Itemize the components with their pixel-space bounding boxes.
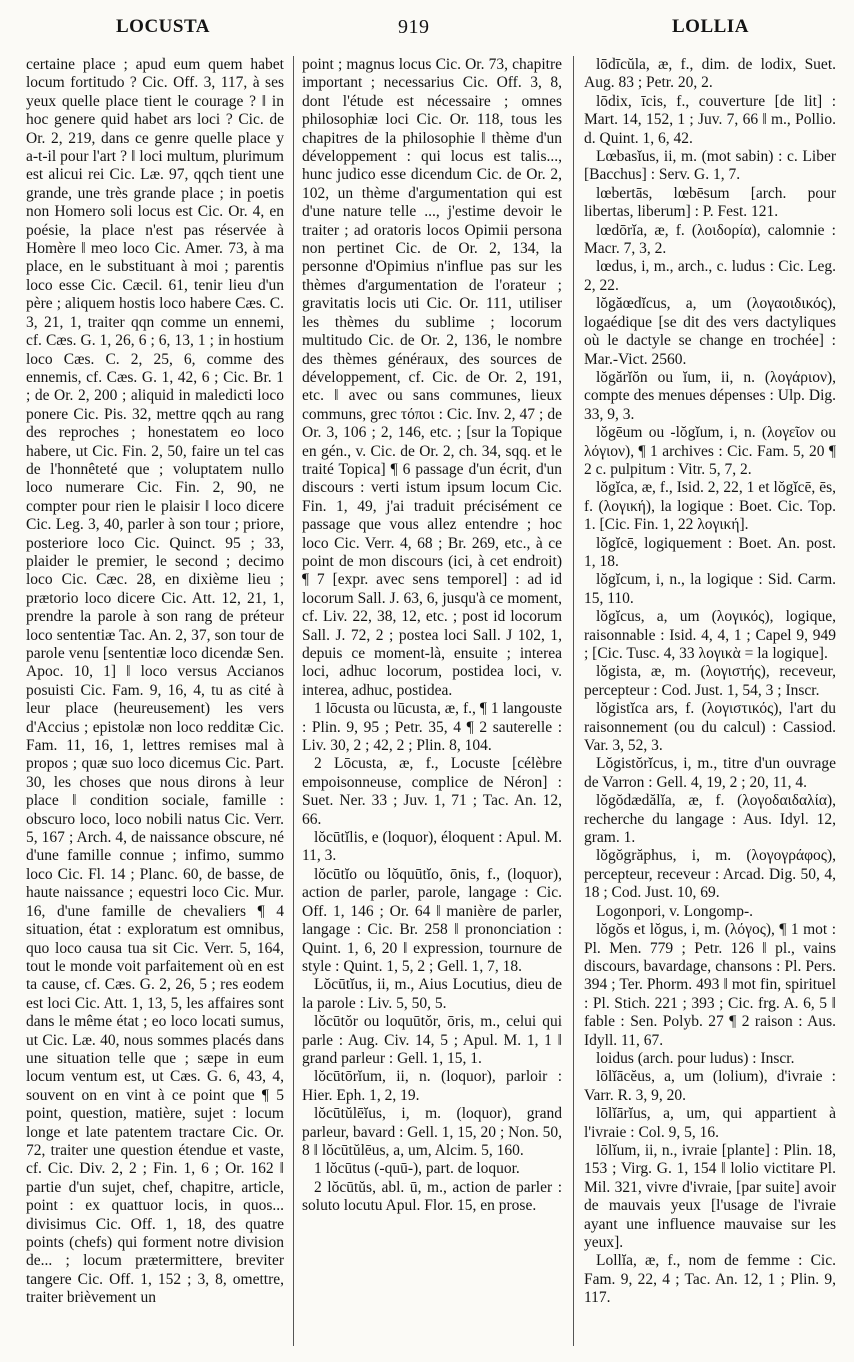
entry-logice: lŏgĭcē, logiquement : Boet. An. post. 1, 18.	[584, 534, 836, 570]
entry-logicus: lŏgĭcus, a, um (λογικός), logique, raisonnable : Isid. 4, 4, 1 ; Capel 9, 949 ; [Cic. Tusc. 4, 33 λογικὰ = la logique].	[584, 608, 836, 662]
entry-locutius: Lŏcūtĭus, ii, m., Aius Locutius, dieu de la parole : Liv. 5, 50, 5.	[302, 976, 562, 1012]
entry-lollia: Lollĭa, æ, f., nom de femme : Cic. Fam. 9, 22, 4 ; Tac. An. 12, 1 ; Plin. 9, 117.	[584, 1252, 836, 1307]
entry-locutus-1: 1 lŏcūtus (-quū-), part. de loquor.	[314, 1160, 520, 1178]
column-middle	[302, 56, 562, 1351]
entry-locutilis: lŏcūtĭlis, e (loquor), éloquent : Apul. M. 11, 3.	[302, 829, 562, 865]
entry-logaoedicus: lŏgăœdĭcus, a, um (λογαοιδικός), logaédique [se dit des vers dactyliques où le dactyle se change en trochée] : Mar.-Vict. 2560.	[584, 295, 836, 368]
entry-logos: lŏgŏs et lŏgus, i, m. (λόγος), ¶ 1 mot : Pl. Men. 779 ; Petr. 126 ‖ pl., vains discours, bavardage, chansons : Pl. Pers. 394 ; Ter. Phorm. 493 ‖ mot fin, spirituel : Pl. Stich. 221 ; 393 ; Cic. frg. A. 6, 5 ‖ fable : Sen. Polyb. 27 ¶ 2 raison : Aus. Idyll. 11, 67.	[584, 921, 836, 1049]
entry-text: certaine place ; apud eum quem habet locum fortitudo ? Cic. Off. 3, 117, à ses yeux quelle place tient le courage ? ‖ in hoc genere quid habet ars loci ? Cic. de Or. 2, 219, dans ce genre quelle place y a-t-il pour l'art ? ‖ loci multum, plurimum est alicui rei Cic. Læ. 97, qqch tient une grande, une très grande place ; in poetis non Homero soli locus est Cic. Or. 4, en poésie, la place n'est pas réservée à Homère ‖ meo loco Cic. Amer. 73, à ma place, en le substituant à moi ; parentis loco esse Cic. Cæcil. 61, tenir lieu d'un père ; aliquem hostis loco habere Cæs. C. 3, 21, 1, traiter qqn comme un ennemi, cf. Cæs. G. 1, 26, 6 ; 6, 13, 1 ; in hostium loco Cæs. C. 2, 25, 6, comme des ennemis, cf. Cæs. G. 1, 42, 6 ; Cic. Br. 1 ; de Or. 2, 200 ; aliquid in maledicti loco ponere Cic. Pis. 32, mettre qqch au rang des reproches ; honestatem eo loco habere, ut Cic. Fin. 2, 50, faire un tel cas de l'honnêteté que ; voluptatem nullo loco numerare Cic. Fin. 2, 90, ne compter pour rien le plaisir ‖ loco dicere Cic. Leg. 3, 40, parler à son tour ; priore, posteriore loco Cic. Quinct. 95 ; 33, plaider le premier, le second ; decimo loco Cic. Cæc. 28, en dixième lieu ; prætorio loco dicere Cic. Att. 12, 21, 1, prendre la parole à son rang de préteur loco sententiæ Tac. An. 2, 37, son tour de parole venu [sententiæ loco dicendæ Sen. Apoc. 10, 1] ‖ loco versus Accianos posuisti Cic. Fam. 9, 16, 4, tu as cité à leur place (heureusement) les vers d'Accius ; epistolæ non loco redditæ Cic. Fam. 11, 16, 1, lettres remises mal à propos ; quæ suo loco dicemus Cic. Part. 30, les choses que nous dirons à leur place ‖ condition sociale, famille : obscuro loco, loco nobili natus Cic. Verr. 5, 167 ; Arch. 4, de naissance obscure, né d'une famille connue ; infimo, summo loco Cic. Fl. 14 ; Planc. 60, de basse, de haute naissance ; equestri loco Cic. Mur. 16, d'une famille de chevaliers ¶ 4 situation, état : exploratum est omnibus, quo loco causa tua sit Cic. Verr. 5, 164, tout le monde voit parfaitement où en est ta cause, cf. Cæs. G. 2, 26, 5 ; res eodem est loci Cic. Att. 1, 13, 5, les affaires sont dans le même état ; eo loco locati sumus, ut Cic. Læ. 40, nous sommes placés dans une situation telle que ; sæpe in eum locum ventum est, ut Cæs. G. 6, 43, 4, souvent on en vint à ce point que ¶ 5 point, question, matière, sujet : locum longe et late patentem tractare Cic. Or. 72, traiter une question étendue et vaste, cf. Cic. Div. 2, 2 ; Fin. 1, 6 ; Or. 162 ‖ partie d'un sujet, chef, chapitre, article, point : ex quattuor locis, in quos... divisimus Cic. Off. 1, 18, des quatre points (chefs) qui forment notre division de... ; locum prætermittere, breviter tangere Cic. Off. 1, 152 ; 3, 8, omettre, traiter brièvement un	[26, 56, 284, 1307]
entry-logodaedalia: lŏgŏdædălĭa, æ, f. (λογοδαιδαλία), recherche du langage : Aus. Idyl. 12, gram. 1.	[584, 792, 836, 847]
entry-locutuleius: lŏcūtŭlēĭus, i, m. (loquor), grand parleur, bavard : Gell. 1, 15, 20 ; Non. 50, 8 ‖ lŏcūtŭlēus, a, um, Alcim. 5, 160.	[302, 1105, 562, 1159]
header-last-entry: LOLLIA	[672, 16, 749, 37]
entry-logarion: lŏgărĭŏn ou ĭum, ii, n. (λογάριον), compte des menues dépenses : Ulp. Dig. 33, 9, 3.	[584, 368, 836, 423]
entry-loebertas: lœbertās, lœbēsum [arch. pour libertas, liberum] : P. Fest. 121.	[584, 184, 836, 221]
entry-locutus-2: 2 lŏcūtŭs, abl. ū, m., action de parler : soluto locutu Apul. Flor. 15, en prose.	[302, 1178, 562, 1215]
page-header	[0, 0, 854, 50]
column-left	[26, 56, 284, 1351]
entry-loidus: loidus (arch. pour ludus) : Inscr.	[596, 1049, 795, 1067]
entry-logeum: lŏgēum ou -lŏgĭum, i, n. (λογεῖον ou λόγιον), ¶ 1 archives : Cic. Fam. 5, 20 ¶ 2 c. pulpitum : Vitr. 5, 7, 2.	[584, 424, 836, 478]
entry-logicum: lŏgĭcum, i, n., la logique : Sid. Carm. 15, 110.	[584, 571, 836, 607]
entry-logistoricus: Lŏgistŏrĭcus, i, m., titre d'un ouvrage de Varron : Gell. 4, 19, 2 ; 20, 11, 4.	[584, 755, 836, 791]
entry-loedus: lœdus, i, m., arch., c. ludus : Cic. Leg. 2, 22.	[584, 258, 836, 294]
entry-locutorium: lŏcūtōrĭum, ii, n. (loquor), parloir : Hier. Eph. 1, 2, 19.	[302, 1068, 562, 1104]
entry-logographus: lŏgŏgrăphus, i, m. (λογογράφος), percepteur, receveur : Arcad. Dig. 50, 4, 18 ; Cod. Just. 10, 69.	[584, 847, 836, 902]
entry-locusta: 1 lōcusta ou lūcusta, æ, f., ¶ 1 langouste : Plin. 9, 95 ; Petr. 35, 4 ¶ 2 sauterelle : Liv. 30, 2 ; 42, 2 ; Plin. 8, 104.	[302, 700, 562, 755]
column-right	[584, 56, 836, 1351]
entry-locutio: lŏcūtĭo ou lŏquūtĭo, ōnis, f., (loquor), action de parler, parole, langage : Cic. Off. 1, 146 ; Or. 64 ‖ manière de parler, langage : Cic. Br. 258 ‖ prononciation : Quint. 1, 6, 20 ‖ expression, tournure de style : Quint. 1, 5, 2 ; Gell. 1, 7, 18.	[302, 865, 562, 975]
entry-lodix: lōdix, īcis, f., couverture [de lit] : Mart. 14, 152, 1 ; Juv. 7, 66 ‖ m., Pollio. d. Quint. 1, 6, 42.	[584, 92, 836, 147]
entry-logista: lŏgista, æ, m. (λογιστής), receveur, percepteur : Cod. Just. 1, 54, 3 ; Inscr.	[584, 663, 836, 699]
entry-text: point ; magnus locus Cic. Or. 73, chapitre important ; necessarius Cic. Off. 3, 8, dont l'étude est nécessaire ; omnes philosophiæ loci Cic. Or. 118, tous les chapitres de la philosophie ‖ thème d'un développement : qui locus est talis..., hunc judico esse dicendum Cic. de Or. 2, 102, un thème d'argumentation qui est d'une nature telle ..., j'estime devoir le traiter ; ad oratoris locos Opimii persona non pertinet Cic. de Or. 2, 134, la personne d'Opimius n'influe pas sur les thèmes d'argumentation de l'orateur ; gravitatis locis uti Cic. Or. 111, utiliser les thèmes du sublime ; locorum multitudo Cic. de Or. 2, 136, le nombre des thèmes généraux, des sources de développement, cf. Cic. de Or. 2, 191, etc. ‖ avec ou sans communes, lieux communs, grec τόποι : Cic. Inv. 2, 47 ; de Or. 3, 106 ; 2, 146, etc. ; [sur la Topique en gén., v. Cic. de Or. 2, ch. 34, sqq. et le traité Topica] ¶ 6 passage d'un écrit, d'un discours : verti istum ipsum locum Cic. Fin. 1, 49, j'ai traduit précisément ce passage que vous allez entendre ; hoc loco Cic. Verr. 4, 68 ; Br. 269, etc., à ce point de mon discours (ici, à cet endroit) ¶ 7 [expr. avec sens temporel] : ad id locorum Sall. J. 63, 6, jusqu'à ce moment, cf. Liv. 22, 38, 12, etc. ; post id locorum Sall. J. 72, 2 ; postea loci Sall. J 102, 1, depuis ce moment-là, ensuite ; interea loci, adhuc locorum, postidea loci, v. interea, adhuc, postidea.	[302, 56, 562, 699]
entry-locutor: lŏcūtŏr ou loquūtŏr, ōris, m., celui qui parle : Aug. Civ. 14, 5 ; Apul. M. 1, 1 ‖ grand parleur : Gell. 1, 15, 1.	[302, 1013, 562, 1067]
entry-loliarius: lōlĭārĭus, a, um, qui appartient à l'ivraie : Col. 9, 5, 16.	[584, 1105, 836, 1141]
entry-loliaceus: lōlĭācĕus, a, um (lolium), d'ivraie : Varr. R. 3, 9, 20.	[584, 1068, 836, 1104]
entry-loebasius: Lœbasĭus, ii, m. (mot sabin) : c. Liber [Bacchus] : Serv. G. 1, 7.	[584, 148, 836, 184]
page-number: 919	[398, 16, 430, 38]
entry-loedoria: lœdōrĭa, æ, f. (λοιδορία), calomnie : Macr. 7, 3, 2.	[584, 221, 836, 258]
entry-logistica: lŏgistĭca ars, f. (λογιστικός), l'art du raisonnement (ou du calcul) : Cassiod. Var. 3, 52, 3.	[584, 700, 836, 755]
column-divider	[293, 56, 294, 1346]
entry-locusta-2: 2 Lōcusta, æ, f., Locuste [célèbre empoisonneuse, complice de Néron] : Suet. Ner. 33 ; Juv. 1, 71 ; Tac. An. 12, 66.	[302, 755, 562, 828]
header-first-entry: LOCUSTA	[116, 16, 210, 37]
entry-logica: lŏgĭca, æ, f., Isid. 2, 22, 1 et lŏgĭcē, ēs, f. (λογική), la logique : Boet. Cic. Top. 1. [Cic. Fin. 1, 22 λογική].	[584, 479, 836, 534]
entry-lodicula: lōdīcŭla, æ, f., dim. de lodix, Suet. Aug. 83 ; Petr. 20, 2.	[584, 56, 836, 92]
entry-logonpori: Logonpori, v. Longomp-.	[596, 902, 753, 920]
column-divider	[573, 56, 574, 1346]
entry-lolium: lōlĭum, ii, n., ivraie [plante] : Plin. 18, 153 ; Virg. G. 1, 154 ‖ lolio victitare Pl. Mil. 321, vivre d'ivraie, [par suite] avoir de mauvais yeux [l'usage de l'ivraie ayant une influence mauvaise sur les yeux].	[584, 1141, 836, 1251]
